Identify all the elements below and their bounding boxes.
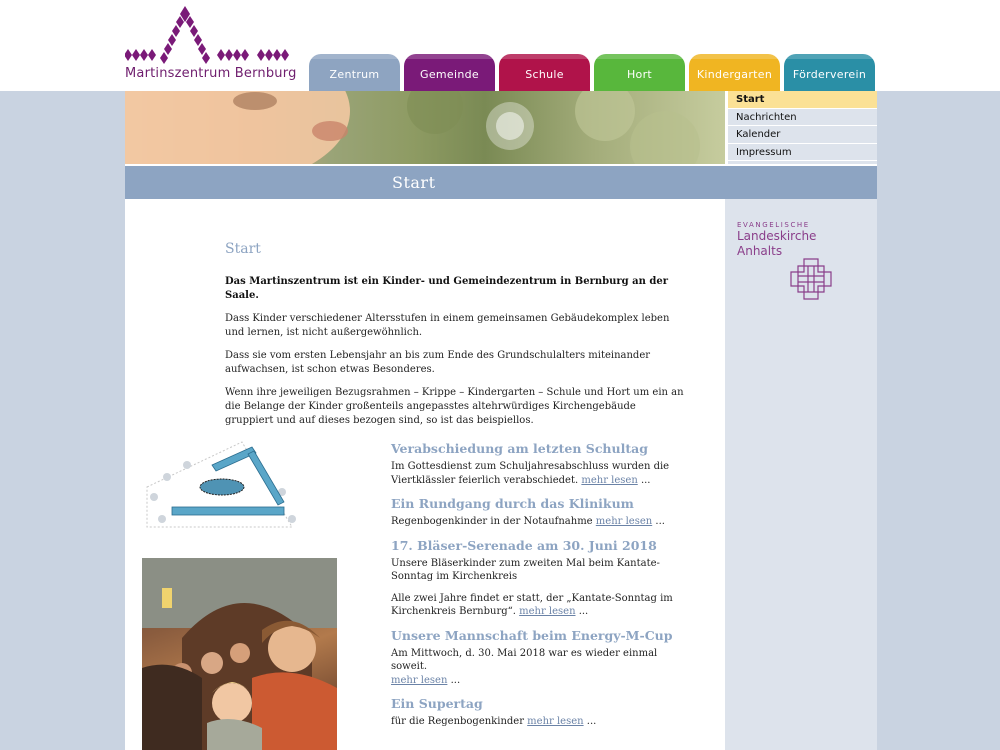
news-list — [391, 440, 691, 737]
site-logo[interactable] — [125, 6, 295, 86]
subnav-item-impressum[interactable]: Impressum — [728, 144, 877, 162]
news-title[interactable]: Ein Rundgang durch das Klinikum — [391, 496, 634, 511]
intro-paragraph-1: Dass Kinder verschiedener Altersstufen in einem gemeinsamen Gebäudekomplex leben und lernen, ist nicht außergewöhnlich. — [225, 313, 670, 338]
logo-diamonds-icon — [125, 6, 295, 66]
church-cross-icon — [789, 257, 833, 301]
subnav-item-kalender[interactable]: Kalender — [728, 126, 877, 144]
news-text: Regenbogenkinder in der Notaufnahme mehr lesen ... — [391, 516, 665, 527]
intro-paragraph-3: Wenn ihre jeweiligen Bezugsrahmen – Krippe – Kindergarten – Schule und Hort um ein an die Belange der Kinder großenteils angepasstes altehrwürdiges Kirchengebäude gruppiert und auf dieses bezogen sind, so ist das beispiellos. — [225, 387, 684, 426]
news-item — [391, 440, 691, 487]
more-link[interactable]: mehr lesen — [595, 516, 653, 527]
partner-line3: Anhalts — [737, 244, 783, 258]
header-bar — [0, 0, 1000, 91]
more-link[interactable]: mehr lesen — [519, 606, 576, 617]
landeskirche-logo[interactable] — [737, 221, 857, 311]
tab-hort[interactable]: Hort — [594, 54, 685, 91]
news-text-2: Alle zwei Jahre findet er statt, der „Kantate-Sonntag im Kirchenkreis Bernburg“. mehr lesen ... — [391, 592, 673, 617]
main-content — [225, 241, 685, 437]
news-item — [391, 495, 691, 529]
page-heading: Start — [225, 241, 261, 257]
partner-line2: Landeskirche — [737, 229, 817, 243]
sub-navigation — [725, 91, 877, 164]
intro-bold: Das Martinszentrum ist ein Kinder- und Gemeindezentrum in Bernburg an der Saale. — [225, 276, 668, 301]
news-text: Am Mittwoch, d. 30. Mai 2018 war es wieder einmal soweit. mehr lesen ... — [391, 647, 658, 686]
more-link[interactable]: mehr lesen — [391, 674, 448, 686]
news-item — [391, 537, 691, 619]
news-text: für die Regenbogenkinder mehr lesen ... — [391, 716, 597, 727]
news-item — [391, 695, 691, 729]
news-title[interactable]: 17. Bläser-Serenade am 30. Juni 2018 — [391, 537, 657, 553]
children-photo — [142, 558, 337, 750]
news-text: Im Gottesdienst zum Schuljahresabschluss wurden die Viertklässler feierlich verabschiedet. mehr lesen ... — [391, 461, 670, 486]
page-title-bar: Start — [125, 166, 877, 199]
tab-gemeinde[interactable]: Gemeinde — [404, 54, 495, 91]
news-title[interactable]: Verabschiedung am letzten Schultag — [391, 441, 648, 456]
tab-kindergarten[interactable]: Kindergarten — [689, 54, 780, 91]
hero-image — [125, 91, 725, 164]
building-plan-icon — [142, 437, 302, 537]
tab-zentrum[interactable]: Zentrum — [309, 54, 400, 91]
content-wrapper — [125, 91, 877, 750]
news-title[interactable]: Unsere Mannschaft beim Energy-M-Cup — [391, 627, 673, 643]
tab-schule[interactable]: Schule — [499, 54, 590, 91]
partner-line1: EVANGELISCHE — [737, 221, 810, 229]
building-plan-image — [142, 437, 302, 537]
tab-foerderverein[interactable]: Förderverein — [784, 54, 875, 91]
logo-text: Martinszentrum Bernburg — [125, 66, 297, 81]
subnav-item-nachrichten[interactable]: Nachrichten — [728, 109, 877, 127]
news-text: Unsere Bläserkinder zum zweiten Mal beim Kantate-Sonntag im Kirchenkreis — [391, 557, 660, 582]
news-item — [391, 627, 691, 688]
subnav-item-start[interactable]: Start — [728, 91, 877, 109]
more-link[interactable]: mehr lesen — [527, 716, 584, 727]
news-title[interactable]: Ein Supertag — [391, 696, 483, 711]
intro-paragraph-2: Dass sie vom ersten Lebensjahr an bis zum Ende des Grundschulalters miteinander aufwachsen, ist schon etwas Besonderes. — [225, 350, 651, 375]
more-link[interactable]: mehr lesen — [581, 474, 638, 486]
